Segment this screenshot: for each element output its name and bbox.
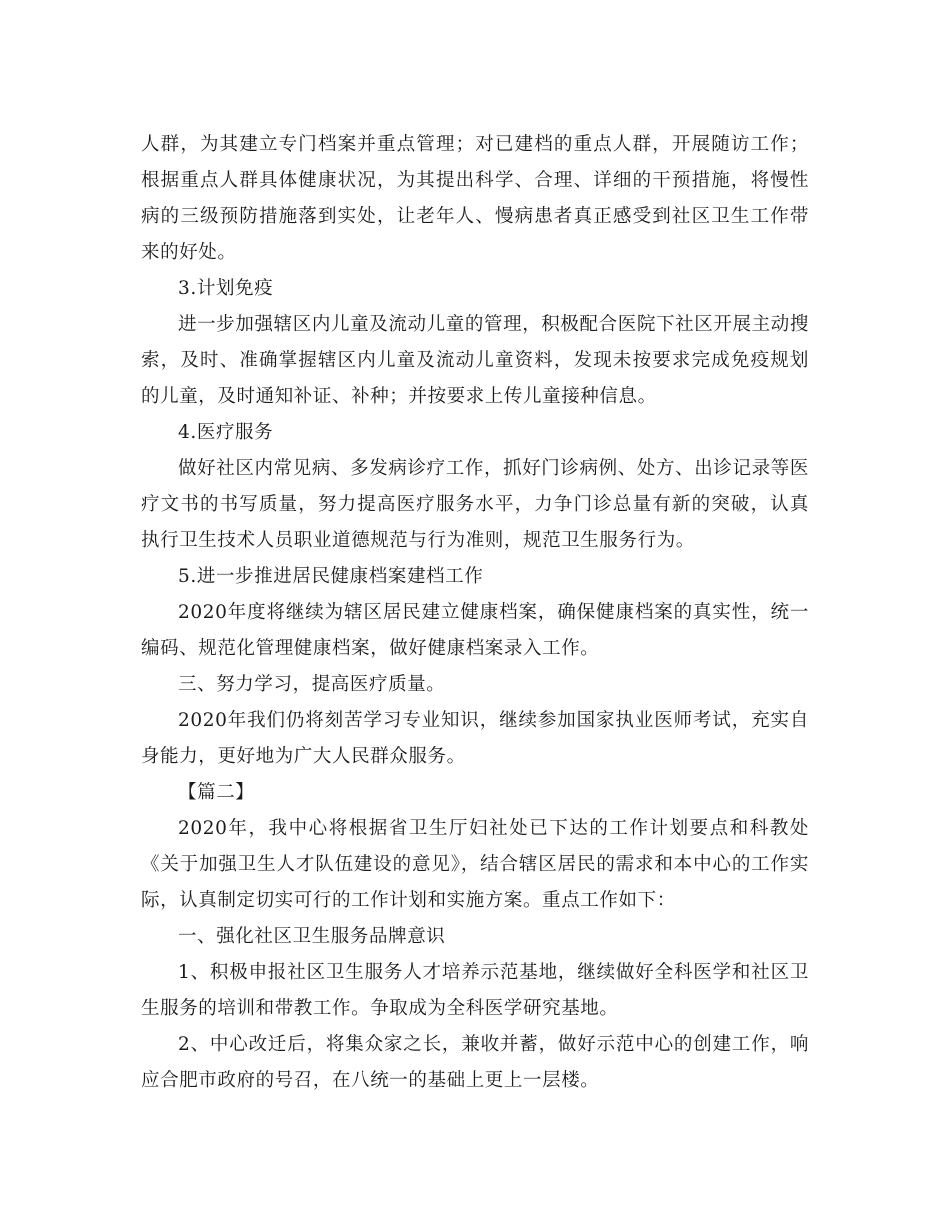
heading-study: 三、努力学习，提高医疗质量。 xyxy=(178,674,446,695)
paragraph-medical-service: 做好社区内常见病、多发病诊疗工作，抓好门诊病例、处方、出诊记录等医疗文书的书写质量，努力提高医疗服务水平，力争门诊总量有新的突破，认真执行卫生技术人员职业道德规范与行为准则，规范卫生服务行为。 xyxy=(141,458,809,551)
heading-health-records: 5.进一步推进居民健康档案建档工作 xyxy=(178,566,484,587)
paragraph-center-relocation: 2、中心改迁后，将集众家之长，兼收并蓄，做好示范中心的创建工作，响应合肥市政府的号召，在八统一的基础上更上一层楼。 xyxy=(141,1034,809,1091)
heading-medical-service: 4.医疗服务 xyxy=(178,422,274,443)
section-title-part-two: 【篇二】 xyxy=(178,782,255,803)
heading-brand-awareness: 一、强化社区卫生服务品牌意识 xyxy=(178,926,446,947)
document-body xyxy=(141,127,809,1099)
paragraph-training-base: 1、积极申报社区卫生服务人才培养示范基地，继续做好全科医学和社区卫生服务的培训和带教工作。争取成为全科医学研究基地。 xyxy=(141,962,809,1019)
paragraph-chronic-disease-management: 人群，为其建立专门档案并重点管理；对已建档的重点人群，开展随访工作；根据重点人群具体健康状况，为其提出科学、合理、详细的干预措施，将慢性病的三级预防措施落到实处，让老年人、慢病患者真正感受到社区卫生工作带来的好处。 xyxy=(141,134,809,263)
paragraph-health-records: 2020年度将继续为辖区居民建立健康档案，确保健康档案的真实性，统一编码、规范化管理健康档案，做好健康档案录入工作。 xyxy=(141,602,809,659)
paragraph-immunization: 进一步加强辖区内儿童及流动儿童的管理，积极配合医院下社区开展主动搜索，及时、准确掌握辖区内儿童及流动儿童资料，发现未按要求完成免疫规划的儿童，及时通知补证、补种；并按要求上传儿童接种信息。 xyxy=(141,314,809,407)
heading-immunization: 3.计划免疫 xyxy=(178,278,274,299)
paragraph-study: 2020年我们仍将刻苦学习专业知识，继续参加国家执业医师考试，充实自身能力，更好地为广大人民群众服务。 xyxy=(141,710,809,767)
paragraph-plan-intro: 2020年，我中心将根据省卫生厅妇社处已下达的工作计划要点和科教处《关于加强卫生人才队伍建设的意见》，结合辖区居民的需求和本中心的工作实际，认真制定切实可行的工作计划和实施方案。重点工作如下： xyxy=(141,818,809,911)
